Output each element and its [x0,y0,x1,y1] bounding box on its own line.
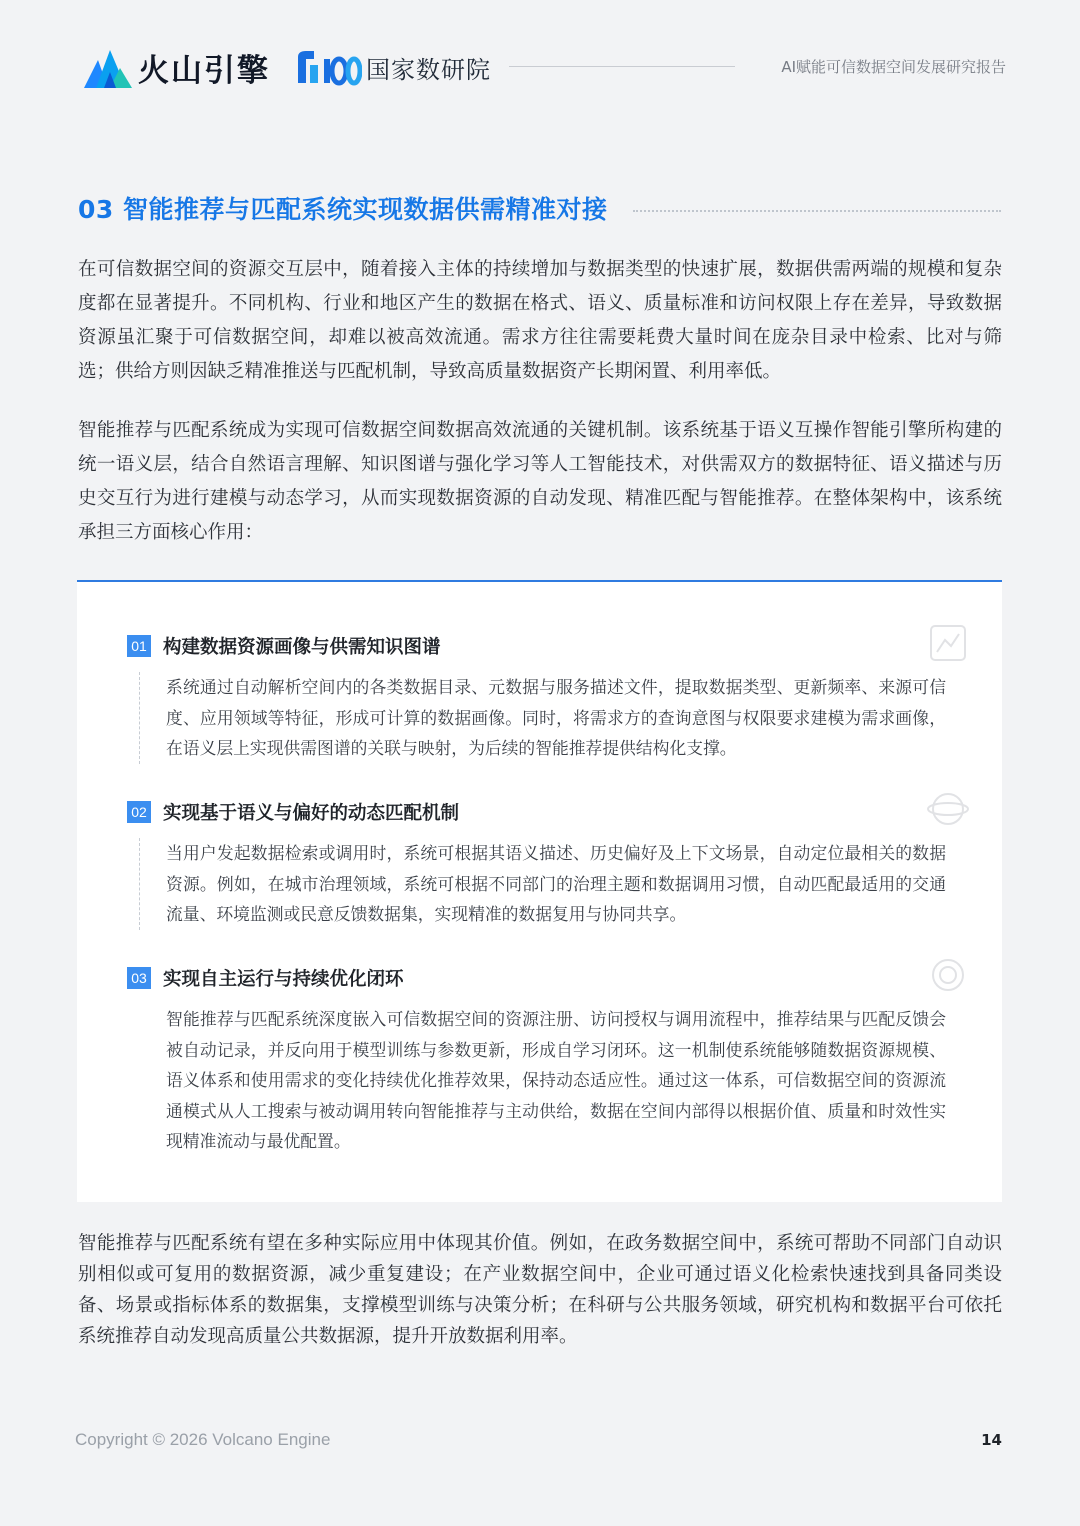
footer-copyright: Copyright © 2026 Volcano Engine [75,1430,331,1449]
closing-paragraph: 智能推荐与匹配系统有望在多种实际应用中体现其价值。例如，在政务数据空间中，系统可帮助不同部门自动识别相似或可复用的数据资源，减少重复建设；在产业数据空间中，企业可通过语义化检索快速找到具备同类设备、场景或指标体系的数据集，支撑模型训练与决策分析；在科研与公共服务领域，研究机构和数据平台可依托系统推荐自动发现高质量公共数据源，提升开放数据利用率。 [78,1233,1002,1347]
knowledge-graph-icon [927,622,969,664]
role-item-header [127,632,957,660]
brand-institute-text: 国家数研院 [366,55,491,84]
volcano-mountain-icon [84,46,132,88]
section-title-dotted-rule [633,210,1001,212]
brand-volcano-text: 火山引擎 [138,52,270,89]
role-item-3 [127,964,957,1157]
role-item-2 [127,798,957,930]
institute-logo [294,44,491,90]
number-badge: 01 [127,635,151,657]
page-number: 14 [981,1431,1002,1449]
core-roles-card [77,580,1002,1202]
role-item-title: 构建数据资源画像与供需知识图谱 [163,637,441,658]
role-item-header [127,798,957,826]
role-item-1 [127,632,957,764]
role-item-body: 系统通过自动解析空间内的各类数据目录、元数据与服务描述文件，提取数据类型、更新频率、来源可信度、应用领域等特征，形成可计算的数据画像。同时，将需求方的查询意图与权限要求建模为需求画像，在语义层上实现供需图谱的关联与映射，为后续的智能推荐提供结构化支撑。 [139,672,946,764]
role-item-body: 智能推荐与匹配系统深度嵌入可信数据空间的资源注册、访问授权与调用流程中，推荐结果与匹配反馈会被自动记录，并反向用于模型训练与参数更新，形成自学习闭环。这一机制使系统能够随数据资源规模、语义体系和使用需求的变化持续优化推荐效果，保持动态适应性。通过这一体系，可信数据空间的资源流通模式从人工搜索与被动调用转向智能推荐与主动供给，数据在空间内部得以根据价值、质量和时效性实现精准流动与最优配置。 [166,1009,946,1151]
intro-paragraph-2: 智能推荐与匹配系统成为实现可信数据空间数据高效流通的关键机制。该系统基于语义互操作智能引擎所构建的统一语义层，结合自然语言理解、知识图谱与强化学习等人工智能技术，对供需双方的数据特征、语义描述与历史交互行为进行建模与动态学习，从而实现数据资源的自动发现、精准匹配与智能推荐。在整体架构中，该系统承担三方面核心作用： [78,420,1002,543]
role-item-title: 实现自主运行与持续优化闭环 [163,969,404,990]
role-item-header [127,964,957,992]
number-badge: 02 [127,801,151,823]
header-divider [509,66,735,67]
report-title: AI赋能可信数据空间发展研究报告 [781,58,1006,76]
role-item-title: 实现基于语义与偏好的动态匹配机制 [163,803,460,824]
section-title: 03 智能推荐与匹配系统实现数据供需精准对接 [78,195,608,224]
role-item-body: 当用户发起数据检索或调用时，系统可根据其语义描述、历史偏好及上下文场景，自动定位最相关的数据资源。例如，在城市治理领域，系统可根据不同部门的治理主题和数据调用习惯，自动匹配最适用的交通流量、环境监测或民意反馈数据集，实现精准的数据复用与协同共享。 [139,838,946,930]
intro-paragraph-1: 在可信数据空间的资源交互层中，随着接入主体的持续增加与数据类型的快速扩展，数据供需两端的规模和复杂度都在显著提升。不同机构、行业和地区产生的数据在格式、语义、质量标准和访问权限上存在差异，导致数据资源虽汇聚于可信数据空间，却难以被高效流通。需求方往往需要耗费大量时间在庞杂目录中检索、比对与筛选；供给方则因缺乏精准推送与匹配机制，导致高质量数据资产长期闲置、利用率低。 [78,259,1002,382]
page-header [84,44,1006,90]
institute-mark-icon [294,47,362,87]
volcano-engine-logo [84,44,270,90]
loop-icon [927,954,969,996]
globe-icon [927,788,969,830]
number-badge: 03 [127,967,151,989]
